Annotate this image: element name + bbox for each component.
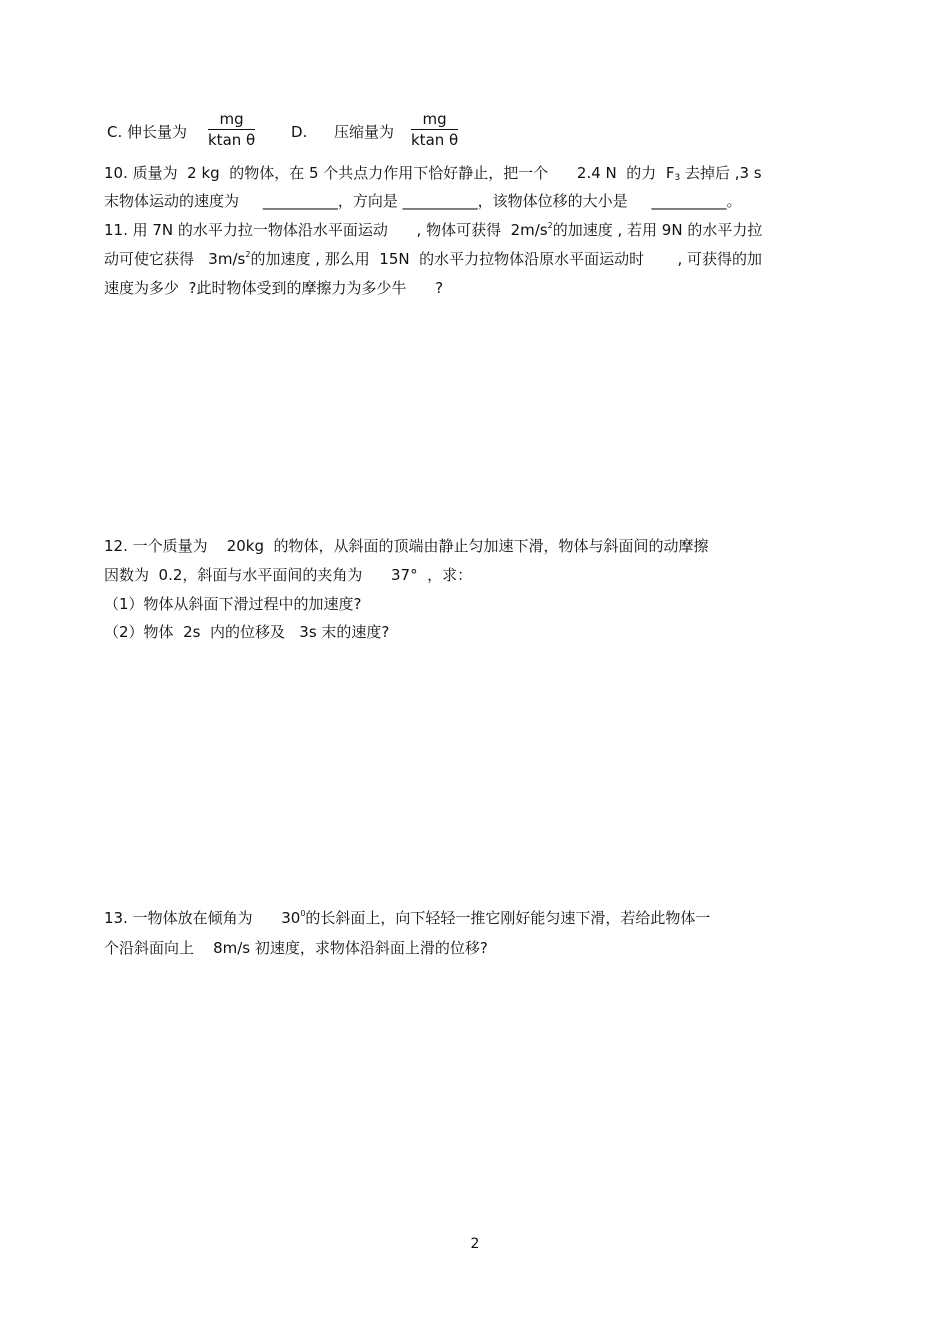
option-c-denominator: ktan θ bbox=[208, 131, 256, 149]
q10-subscript: 3 bbox=[674, 173, 681, 183]
q13-line-1-text: 13. 一物体放在倾角为 30 bbox=[104, 909, 301, 927]
q12-line-2: 因数为 0.2，斜面与水平面间的夹角为 37° ，求： bbox=[104, 566, 473, 584]
option-c-label: C. 伸长量为 bbox=[107, 123, 188, 141]
option-d-fraction bbox=[411, 110, 458, 149]
q13-line-1 bbox=[104, 908, 710, 928]
q12-line-4: （2）物体 2s 内的位移及 3s 末的速度? bbox=[104, 623, 390, 641]
q11-superscript-1: 2 bbox=[547, 221, 553, 230]
q10-line-1 bbox=[104, 163, 762, 183]
option-d-numerator: mg bbox=[411, 110, 458, 130]
q12-line-1: 12. 一个质量为 20kg 的物体，从斜面的顶端由静止匀加速下滑，物体与斜面间的动摩擦 bbox=[104, 537, 709, 555]
q11-line-3: 速度为多少 ?此时物体受到的摩擦力为多少牛 ? bbox=[104, 279, 444, 297]
q12-line-3: （1）物体从斜面下滑过程中的加速度? bbox=[104, 595, 362, 613]
q10-line-1-text: 10. 质量为 2 kg 的物体，在 5 个共点力作用下恰好静止，把一个 2.4 N 的力 F bbox=[104, 164, 675, 182]
q10-line-1-tail: 去掉后 ,3 s bbox=[680, 164, 762, 182]
option-d-label: D. bbox=[291, 123, 308, 141]
option-d-text: 压缩量为 bbox=[334, 123, 395, 141]
q11-line-2 bbox=[104, 249, 762, 269]
q11-line-2-tail: 的加速度 , 那么用 15N 的水平力拉物体沿原水平面运动时 , 可获得的加 bbox=[250, 250, 763, 268]
q10-line-2: 末物体运动的速度为 __________，方向是 __________，该物体位移的大小是 __________。 bbox=[104, 192, 742, 210]
q11-line-2-text: 动可使它获得 3m/s bbox=[104, 250, 246, 268]
option-c-numerator: mg bbox=[208, 110, 255, 130]
q13-superscript: 0 bbox=[300, 909, 306, 918]
q11-line-1-text: 11. 用 7N 的水平力拉一物体沿水平面运动 , 物体可获得 2m/s bbox=[104, 221, 548, 239]
q11-superscript-2: 2 bbox=[245, 250, 251, 259]
option-d-denominator: ktan θ bbox=[411, 131, 459, 149]
q13-line-1-tail: 的长斜面上，向下轻轻一推它刚好能匀速下滑，若给此物体一 bbox=[305, 909, 711, 927]
q11-line-1 bbox=[104, 220, 762, 240]
q13-line-2: 个沿斜面向上 8m/s 初速度，求物体沿斜面上滑的位移? bbox=[104, 939, 488, 957]
page-number: 2 bbox=[470, 1236, 480, 1252]
q11-line-1-tail: 的加速度 , 若用 9N 的水平力拉 bbox=[552, 221, 763, 239]
option-c-fraction bbox=[208, 110, 255, 149]
